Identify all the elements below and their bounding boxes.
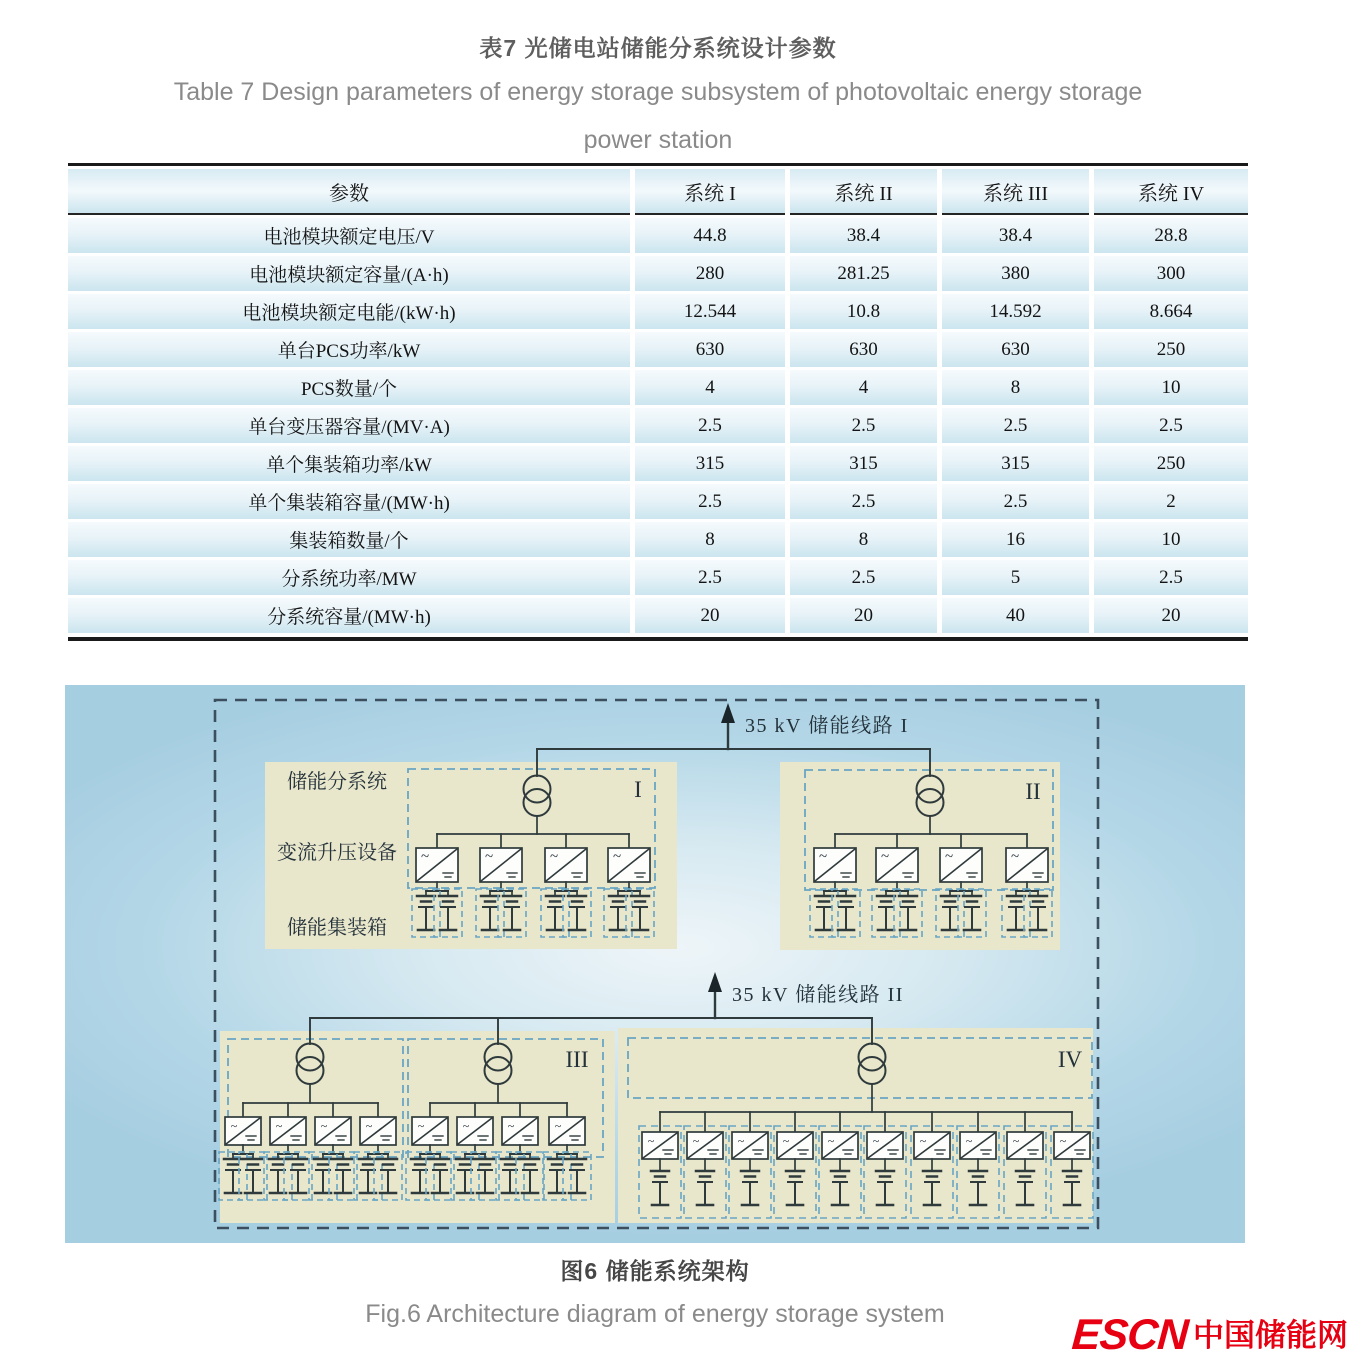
param-cell: 电池模块额定容量/(A·h) [68, 256, 630, 291]
table-title-en-line2: power station [583, 126, 733, 154]
ac-symbol: ~ [507, 1119, 515, 1133]
param-cell: 电池模块额定电压/V [68, 218, 630, 253]
value-cell: 2.5 [942, 408, 1089, 443]
diagram-row-label: 变流升压设备 [277, 842, 397, 864]
value-cell: 2 [1094, 484, 1248, 519]
value-cell: 44.8 [635, 218, 785, 253]
ac-symbol: ~ [230, 1119, 238, 1133]
value-cell: 2.5 [635, 484, 785, 519]
value-cell: 250 [1094, 332, 1248, 367]
ac-symbol: ~ [827, 1134, 835, 1148]
table-title-zh: 表7 光储电站储能分系统设计参数 [479, 35, 837, 61]
value-cell: 2.5 [635, 560, 785, 595]
value-cell: 8.664 [1094, 294, 1248, 329]
column-header-system: 系统 III [942, 169, 1089, 215]
ac-symbol: ~ [365, 1119, 373, 1133]
value-cell: 630 [790, 332, 937, 367]
value-cell: 8 [635, 522, 785, 557]
value-cell: 380 [942, 256, 1089, 291]
param-cell: PCS数量/个 [68, 370, 630, 405]
ac-symbol: ~ [549, 849, 559, 865]
ac-symbol: ~ [692, 1134, 700, 1148]
column-header-system: 系统 IV [1094, 169, 1248, 215]
value-cell: 315 [790, 446, 937, 481]
column-header-param: 参数 [68, 169, 630, 215]
value-cell: 2.5 [942, 484, 1089, 519]
ac-symbol: ~ [965, 1134, 973, 1148]
value-cell: 281.25 [790, 256, 937, 291]
param-cell: 分系统容量/(MW·h) [68, 598, 630, 633]
value-cell: 2.5 [790, 484, 937, 519]
column-header-system: 系统 I [635, 169, 785, 215]
escn-logo-zh: 中国储能网 [1193, 1318, 1348, 1353]
line-arrow-icon [721, 703, 735, 723]
ac-symbol: ~ [782, 1134, 790, 1148]
subsystem-II-label: II [1025, 779, 1041, 804]
param-cell: 单台PCS功率/kW [68, 332, 630, 367]
escn-logo-text: ESCN [1069, 1311, 1189, 1359]
subsystem-IV-label: IV [1057, 1047, 1083, 1072]
value-cell: 28.8 [1094, 218, 1248, 253]
value-cell: 5 [942, 560, 1089, 595]
ac-symbol: ~ [554, 1119, 562, 1133]
value-cell: 4 [635, 370, 785, 405]
column-header-system: 系统 II [790, 169, 937, 215]
table-title-en-line1: Table 7 Design parameters of energy storage subsystem of photovoltaic energy storage [173, 78, 1143, 106]
value-cell: 4 [790, 370, 937, 405]
value-cell: 630 [942, 332, 1089, 367]
value-cell: 280 [635, 256, 785, 291]
value-cell: 38.4 [942, 218, 1089, 253]
value-cell: 2.5 [790, 408, 937, 443]
diagram-row-label: 储能集装箱 [287, 917, 387, 939]
value-cell: 2.5 [790, 560, 937, 595]
line-label: 35 kV 储能线路 II [732, 984, 904, 1006]
value-cell: 20 [790, 598, 937, 633]
value-cell: 300 [1094, 256, 1248, 291]
value-cell: 10.8 [790, 294, 937, 329]
ac-symbol: ~ [484, 849, 494, 865]
value-cell: 40 [942, 598, 1089, 633]
parameters-table-grid [68, 166, 1248, 637]
value-cell: 8 [942, 370, 1089, 405]
value-cell: 16 [942, 522, 1089, 557]
value-cell: 2.5 [1094, 560, 1248, 595]
line-arrow-icon [708, 972, 722, 992]
ac-symbol: ~ [420, 849, 430, 865]
figure-caption-en: Fig.6 Architecture diagram of energy storage system [365, 1300, 945, 1328]
value-cell: 10 [1094, 522, 1248, 557]
ac-symbol: ~ [944, 849, 954, 865]
ac-symbol: ~ [919, 1134, 927, 1148]
value-cell: 10 [1094, 370, 1248, 405]
param-cell: 单个集装箱功率/kW [68, 446, 630, 481]
ac-symbol: ~ [417, 1119, 425, 1133]
value-cell: 38.4 [790, 218, 937, 253]
ac-symbol: ~ [647, 1134, 655, 1148]
value-cell: 315 [942, 446, 1089, 481]
ac-symbol: ~ [612, 849, 622, 865]
value-cell: 250 [1094, 446, 1248, 481]
value-cell: 2.5 [635, 408, 785, 443]
ac-symbol: ~ [1012, 1134, 1020, 1148]
line-label: 35 kV 储能线路 I [745, 715, 909, 737]
ac-symbol: ~ [872, 1134, 880, 1148]
ac-symbol: ~ [880, 849, 890, 865]
architecture-diagram [65, 685, 1245, 1243]
escn-logo [1069, 1311, 1348, 1359]
figure-energy-storage-architecture [65, 685, 1245, 1243]
param-cell: 单个集装箱容量/(MW·h) [68, 484, 630, 519]
value-cell: 20 [1094, 598, 1248, 633]
value-cell: 14.592 [942, 294, 1089, 329]
ac-symbol: ~ [1059, 1134, 1067, 1148]
ac-symbol: ~ [1010, 849, 1020, 865]
ac-symbol: ~ [737, 1134, 745, 1148]
diagram-row-label: 储能分系统 [287, 771, 387, 793]
param-cell: 电池模块额定电能/(kW·h) [68, 294, 630, 329]
value-cell: 2.5 [1094, 408, 1248, 443]
param-cell: 单台变压器容量/(MV·A) [68, 408, 630, 443]
ac-symbol: ~ [462, 1119, 470, 1133]
ac-symbol: ~ [818, 849, 828, 865]
value-cell: 8 [790, 522, 937, 557]
value-cell: 20 [635, 598, 785, 633]
ac-symbol: ~ [320, 1119, 328, 1133]
value-cell: 630 [635, 332, 785, 367]
value-cell: 12.544 [635, 294, 785, 329]
value-cell: 315 [635, 446, 785, 481]
param-cell: 分系统功率/MW [68, 560, 630, 595]
figure-caption-zh: 图6 储能系统架构 [560, 1258, 750, 1284]
subsystem-III-label: III [565, 1047, 589, 1072]
parameters-table [68, 163, 1248, 641]
ac-symbol: ~ [275, 1119, 283, 1133]
param-cell: 集装箱数量/个 [68, 522, 630, 557]
subsystem-I-label: I [634, 777, 642, 802]
